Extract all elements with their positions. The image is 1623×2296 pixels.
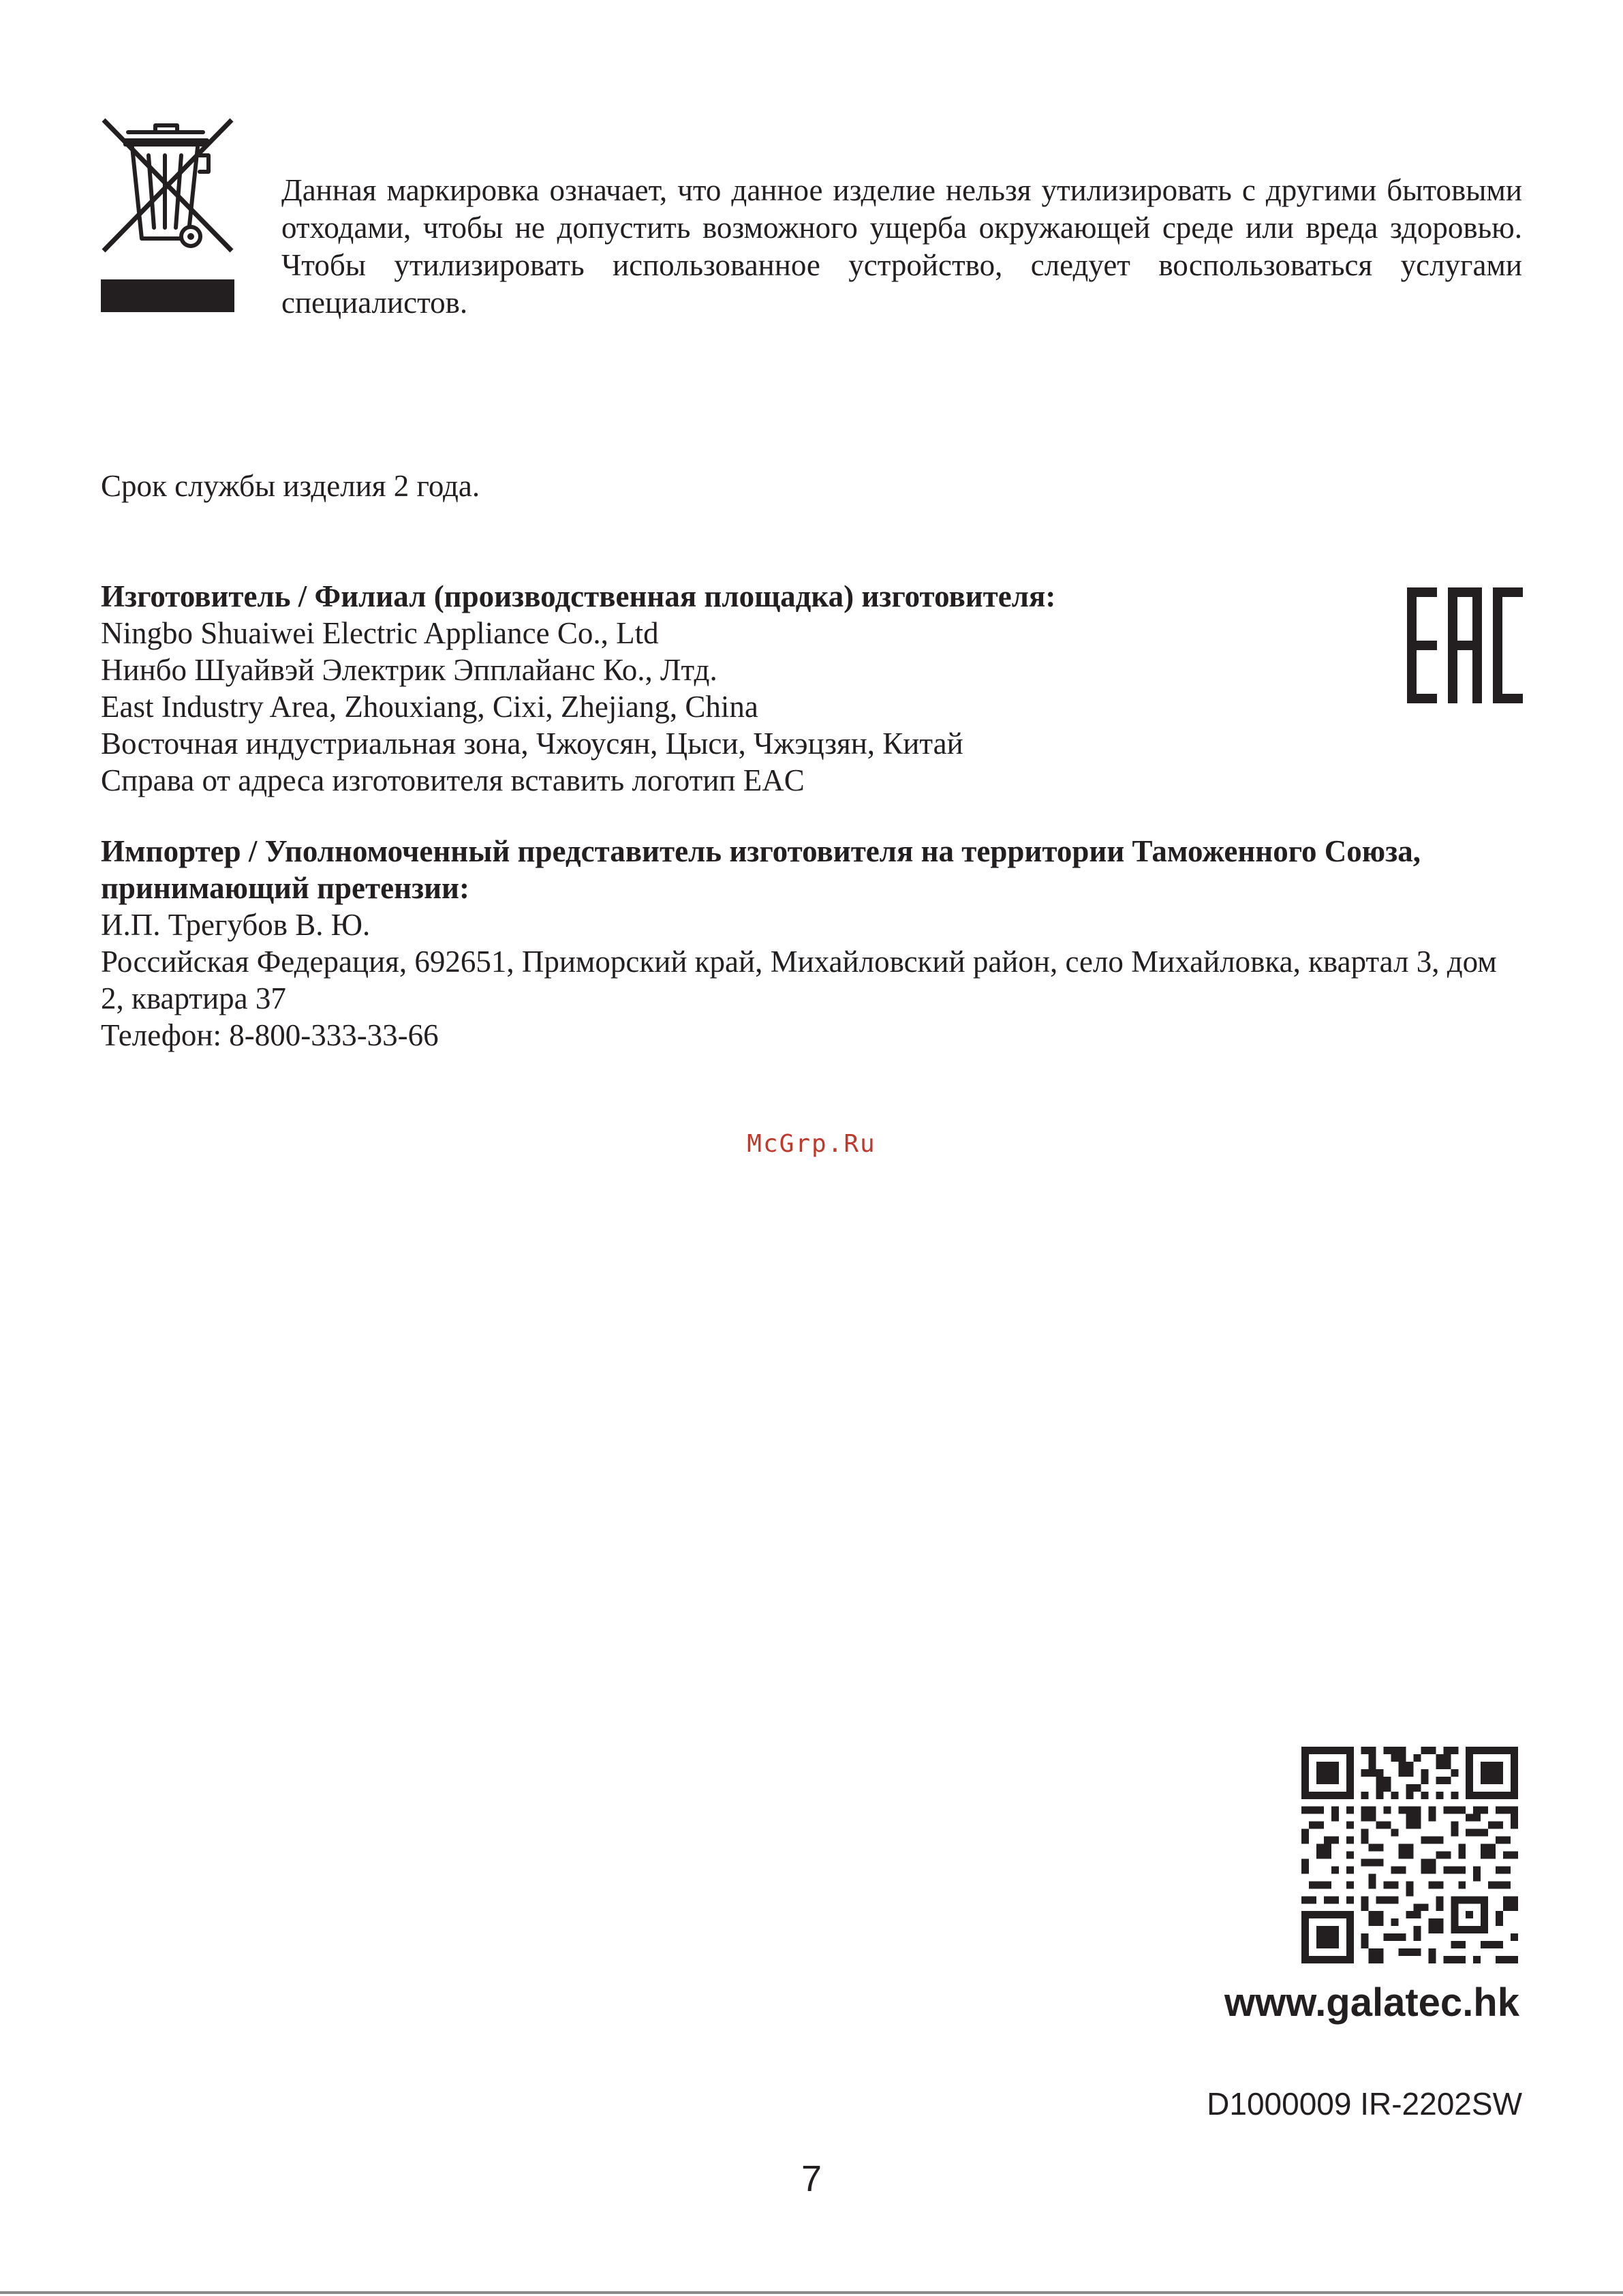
importer-address: Российская Федерация, 692651, Приморский край, Михайловский район, село Михайловка, квартал 3, дом 2, квартира 37 — [101, 945, 1497, 1015]
manufacturer-note: Справа от адреса изготовителя вставить логотип EAC — [101, 763, 805, 797]
eac-logo — [1407, 587, 1523, 703]
crossed-out-wheelie-bin-icon — [101, 117, 234, 312]
importer-phone: Телефон: 8-800-333-33-66 — [101, 1018, 439, 1052]
bottom-divider — [0, 2291, 1623, 2294]
importer-heading: Импортер / Уполномоченный представитель изготовителя на территории Таможенного Союза, принимающий претензии: — [101, 834, 1421, 905]
weee-disposal-text: Данная маркировка означает, что данное изделие нельзя утилизировать с другими бытовыми отходами, чтобы не допустить возможного ущерба окружающей среде или вреда здоровью. Чтобы утилизировать использованное устройство, следует воспользоваться услугами специалистов. — [281, 173, 1522, 320]
eac-mark-icon — [1407, 587, 1523, 703]
qr-code — [1301, 1747, 1518, 1963]
manufacturer-address-en: East Industry Area, Zhouxiang, Cixi, Zhejiang, China — [101, 690, 758, 724]
page-number: 7 — [801, 2158, 822, 2199]
weee-symbol — [101, 117, 234, 312]
watermark-text: McGrp.Ru — [747, 1130, 876, 1158]
manufacturer-name-en: Ningbo Shuaiwei Electric Appliance Co., Ltd — [101, 616, 659, 650]
qr-code-icon — [1301, 1747, 1518, 1963]
service-life-text: Срок службы изделия 2 года. — [101, 469, 480, 503]
model-code: D1000009 IR-2202SW — [1207, 2086, 1522, 2122]
importer-name: И.П. Трегубов В. Ю. — [101, 908, 371, 942]
importer-section — [101, 833, 1525, 1054]
manufacturer-section — [101, 578, 1395, 799]
manufacturer-address-ru: Восточная индустриальная зона, Чжоусян, Цыси, Чжэцзян, Китай — [101, 726, 963, 761]
manufacturer-name-ru: Нинбо Шуайвэй Электрик Эпплайанс Ко., Лтд. — [101, 653, 717, 687]
website-url: www.galatec.hk — [1224, 1980, 1519, 2025]
manufacturer-heading: Изготовитель / Филиал (производственная площадка) изготовителя: — [101, 579, 1056, 613]
